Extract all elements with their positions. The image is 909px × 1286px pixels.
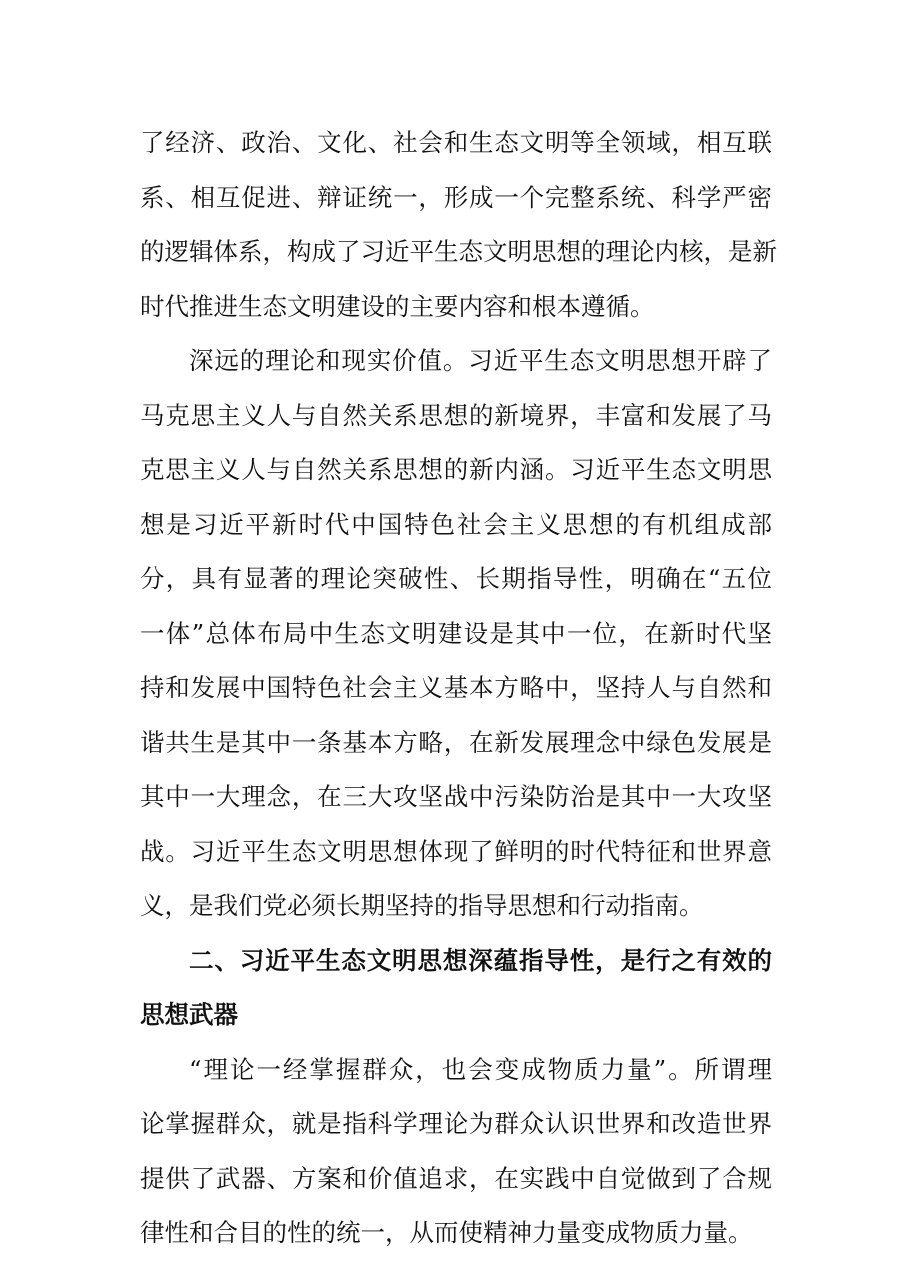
document-page (140, 116, 777, 1261)
heading-line: 思想武器 (140, 1000, 238, 1029)
text-line: 谐共生是其中一条基本方略，在新发展理念中绿色发展是 (140, 727, 772, 757)
text-line: 克思主义人与自然关系思想的新内涵。习近平生态文明思 (140, 455, 772, 484)
text-line: 想是习近平新时代中国特色社会主义思想的有机组成部 (140, 509, 772, 539)
paragraph-continuation (140, 116, 777, 334)
text-line: 义，是我们党必须长期坚持的指导思想和行动指南。 (140, 891, 704, 920)
text-line: 了经济、政治、文化、社会和生态文明等全领域，相互联 (140, 128, 772, 157)
text-line: 马克思主义人与自然关系思想的新境界，丰富和发展了马 (140, 400, 772, 430)
text-line: 战。习近平生态文明思想体现了鲜明的时代特征和世界意 (140, 836, 772, 866)
text-line: 其中一大理念，在三大攻坚战中污染防治是其中一大攻坚 (140, 782, 772, 811)
text-line: 的逻辑体系，构成了习近平生态文明思想的理论内核，是新 (140, 237, 777, 266)
text-line: 论掌握群众，就是指科学理论为群众认识世界和改造世界 (140, 1109, 772, 1138)
text-line: 系、相互促进、辩证统一，形成一个完整系统、科学严密 (140, 182, 772, 212)
text-line: “理论一经掌握群众，也会变成物质力量”。所谓理 (189, 1054, 772, 1084)
text-line: 律性和合目的性的统一，从而使精神力量变成物质力量。 (140, 1218, 753, 1247)
text-line: 提供了武器、方案和价值追求，在实践中自觉做到了合规 (140, 1163, 772, 1193)
text-line: 持和发展中国特色社会主义基本方略中，坚持人与自然和 (140, 673, 772, 702)
paragraph-theory-value (140, 334, 772, 934)
text-line: 深远的理论和现实价值。习近平生态文明思想开辟了 (189, 346, 772, 375)
text-line: 分，具有显著的理论突破性、长期指导性，明确在“五位 (140, 564, 772, 593)
section-heading (140, 934, 772, 1043)
text-line: 一体”总体布局中生态文明建设是其中一位，在新时代坚 (140, 618, 772, 648)
heading-line: 二、习近平生态文明思想深蕴指导性，是行之有效的 (189, 945, 772, 975)
paragraph-theory-masses (140, 1043, 772, 1261)
text-line: 时代推进生态文明建设的主要内容和根本遵循。 (140, 291, 655, 321)
